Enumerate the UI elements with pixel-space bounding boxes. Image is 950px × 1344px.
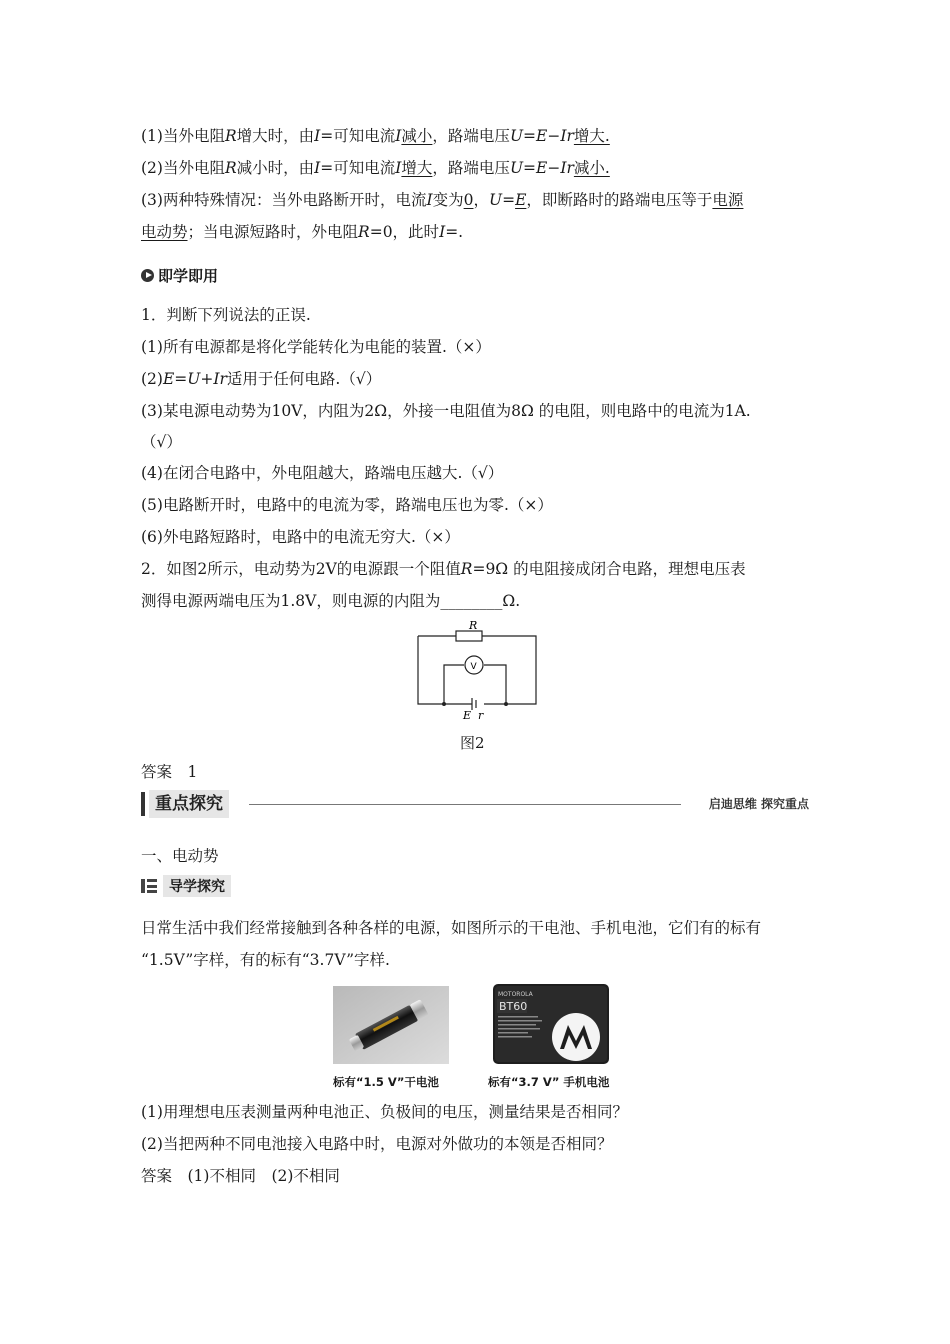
circuit-diagram — [412, 618, 542, 723]
condition-line-3: (3)两种特殊情况：当外电路断开时，电流I变为0，U=E，即断路时的路端电压等于电源 — [141, 191, 744, 209]
practice-heading: 即学即用 — [141, 265, 218, 286]
underlined-answer: 0 — [463, 191, 474, 209]
statement-6: (6)外电路短路时，电路中的电流无穷大.（×） — [141, 528, 460, 546]
underlined-answer: 电源 — [712, 191, 744, 209]
paragraph-line-1: 日常生活中我们经常接触到各种各样的电源，如图所示的干电池、手机电池，它们有的标有 — [141, 919, 762, 937]
inquiry-question-1: (1)用理想电压表测量两种电池正、负极间的电压，测量结果是否相同？ — [141, 1103, 628, 1121]
guided-inquiry-header: 导学探究 — [141, 875, 231, 897]
list-icon — [141, 878, 157, 894]
phone-battery-photo — [492, 983, 610, 1065]
label-R: R — [469, 619, 478, 632]
label-V: V — [470, 662, 477, 672]
underlined-answer: 减小. — [573, 159, 610, 177]
section-header-band — [141, 790, 809, 818]
statement-3: (3)某电源电动势为10V，内阻为2Ω，外接一电阻值为8Ω 的电阻，则电路中的电流为1A. — [141, 402, 751, 420]
play-circle-icon — [141, 269, 154, 282]
question-2-line-1: 2．如图2所示，电动势为2V的电源跟一个阻值R=9Ω 的电阻接成闭合电路，理想电压表 — [141, 560, 746, 578]
underlined-answer: 减小 — [401, 127, 433, 145]
header-rule — [249, 804, 681, 805]
condition-line-1: (1)当外电阻R增大时，由I=可知电流I减小，路端电压U=E−Ir增大. — [141, 127, 610, 145]
statement-3-mark: （√） — [141, 433, 182, 451]
underlined-answer: 增大. — [573, 127, 610, 145]
underlined-answer: 增大 — [401, 159, 433, 177]
dry-cell-photo — [333, 986, 449, 1064]
battery-model: BT60 — [499, 1000, 528, 1013]
phone-battery-caption: 标有“3.7 V” 手机电池 — [488, 1075, 610, 1089]
question-2-line-2: 测得电源两端电压为1.8V，则电源的内阻为________Ω. — [141, 592, 521, 610]
underlined-answer: 电动势 — [141, 223, 188, 241]
condition-line-2: (2)当外电阻R减小时，由I=可知电流I增大，路端电压U=E−Ir减小. — [141, 159, 610, 177]
label-E: E — [463, 709, 472, 722]
paragraph-line-2: “1.5V”字样，有的标有“3.7V”字样. — [141, 951, 390, 969]
answer-1: 答案 1 — [141, 763, 198, 781]
battery-symbol — [472, 698, 476, 710]
statement-1: (1)所有电源都是将化学能转化为电能的装置.（×） — [141, 338, 491, 356]
statement-2: (2)E=U+Ir适用于任何电路.（√） — [141, 370, 382, 388]
inquiry-question-2: (2)当把两种不同电池接入电路中时，电源对外做功的本领是否相同？ — [141, 1135, 613, 1153]
battery-brand: MOTOROLA — [498, 991, 533, 998]
header-bar — [141, 792, 145, 816]
statement-4: (4)在闭合电路中，外电阻越大，路端电压越大.（√） — [141, 464, 504, 482]
question-1: 1．判断下列说法的正误. — [141, 306, 311, 324]
figure-caption: 图2 — [460, 734, 485, 752]
label-r: r — [478, 709, 484, 722]
inquiry-answer: 答案 (1)不相同 (2)不相同 — [141, 1167, 340, 1185]
statement-5: (5)电路断开时，电路中的电流为零，路端电压也为零.（×） — [141, 496, 553, 514]
condition-line-4: 电动势；当电源短路时，外电阻R=0，此时I=. — [141, 223, 464, 241]
section-subtitle: 启迪思维 探究重点 — [708, 797, 809, 811]
section-title: 重点探究 — [149, 790, 229, 818]
brand-logo-circle — [552, 1013, 600, 1061]
underlined-answer: E — [515, 191, 527, 209]
dry-cell-caption: 标有“1.5 V”干电池 — [333, 1075, 439, 1089]
resistor-symbol — [456, 631, 482, 641]
subsection-title: 一、电动势 — [141, 847, 219, 865]
